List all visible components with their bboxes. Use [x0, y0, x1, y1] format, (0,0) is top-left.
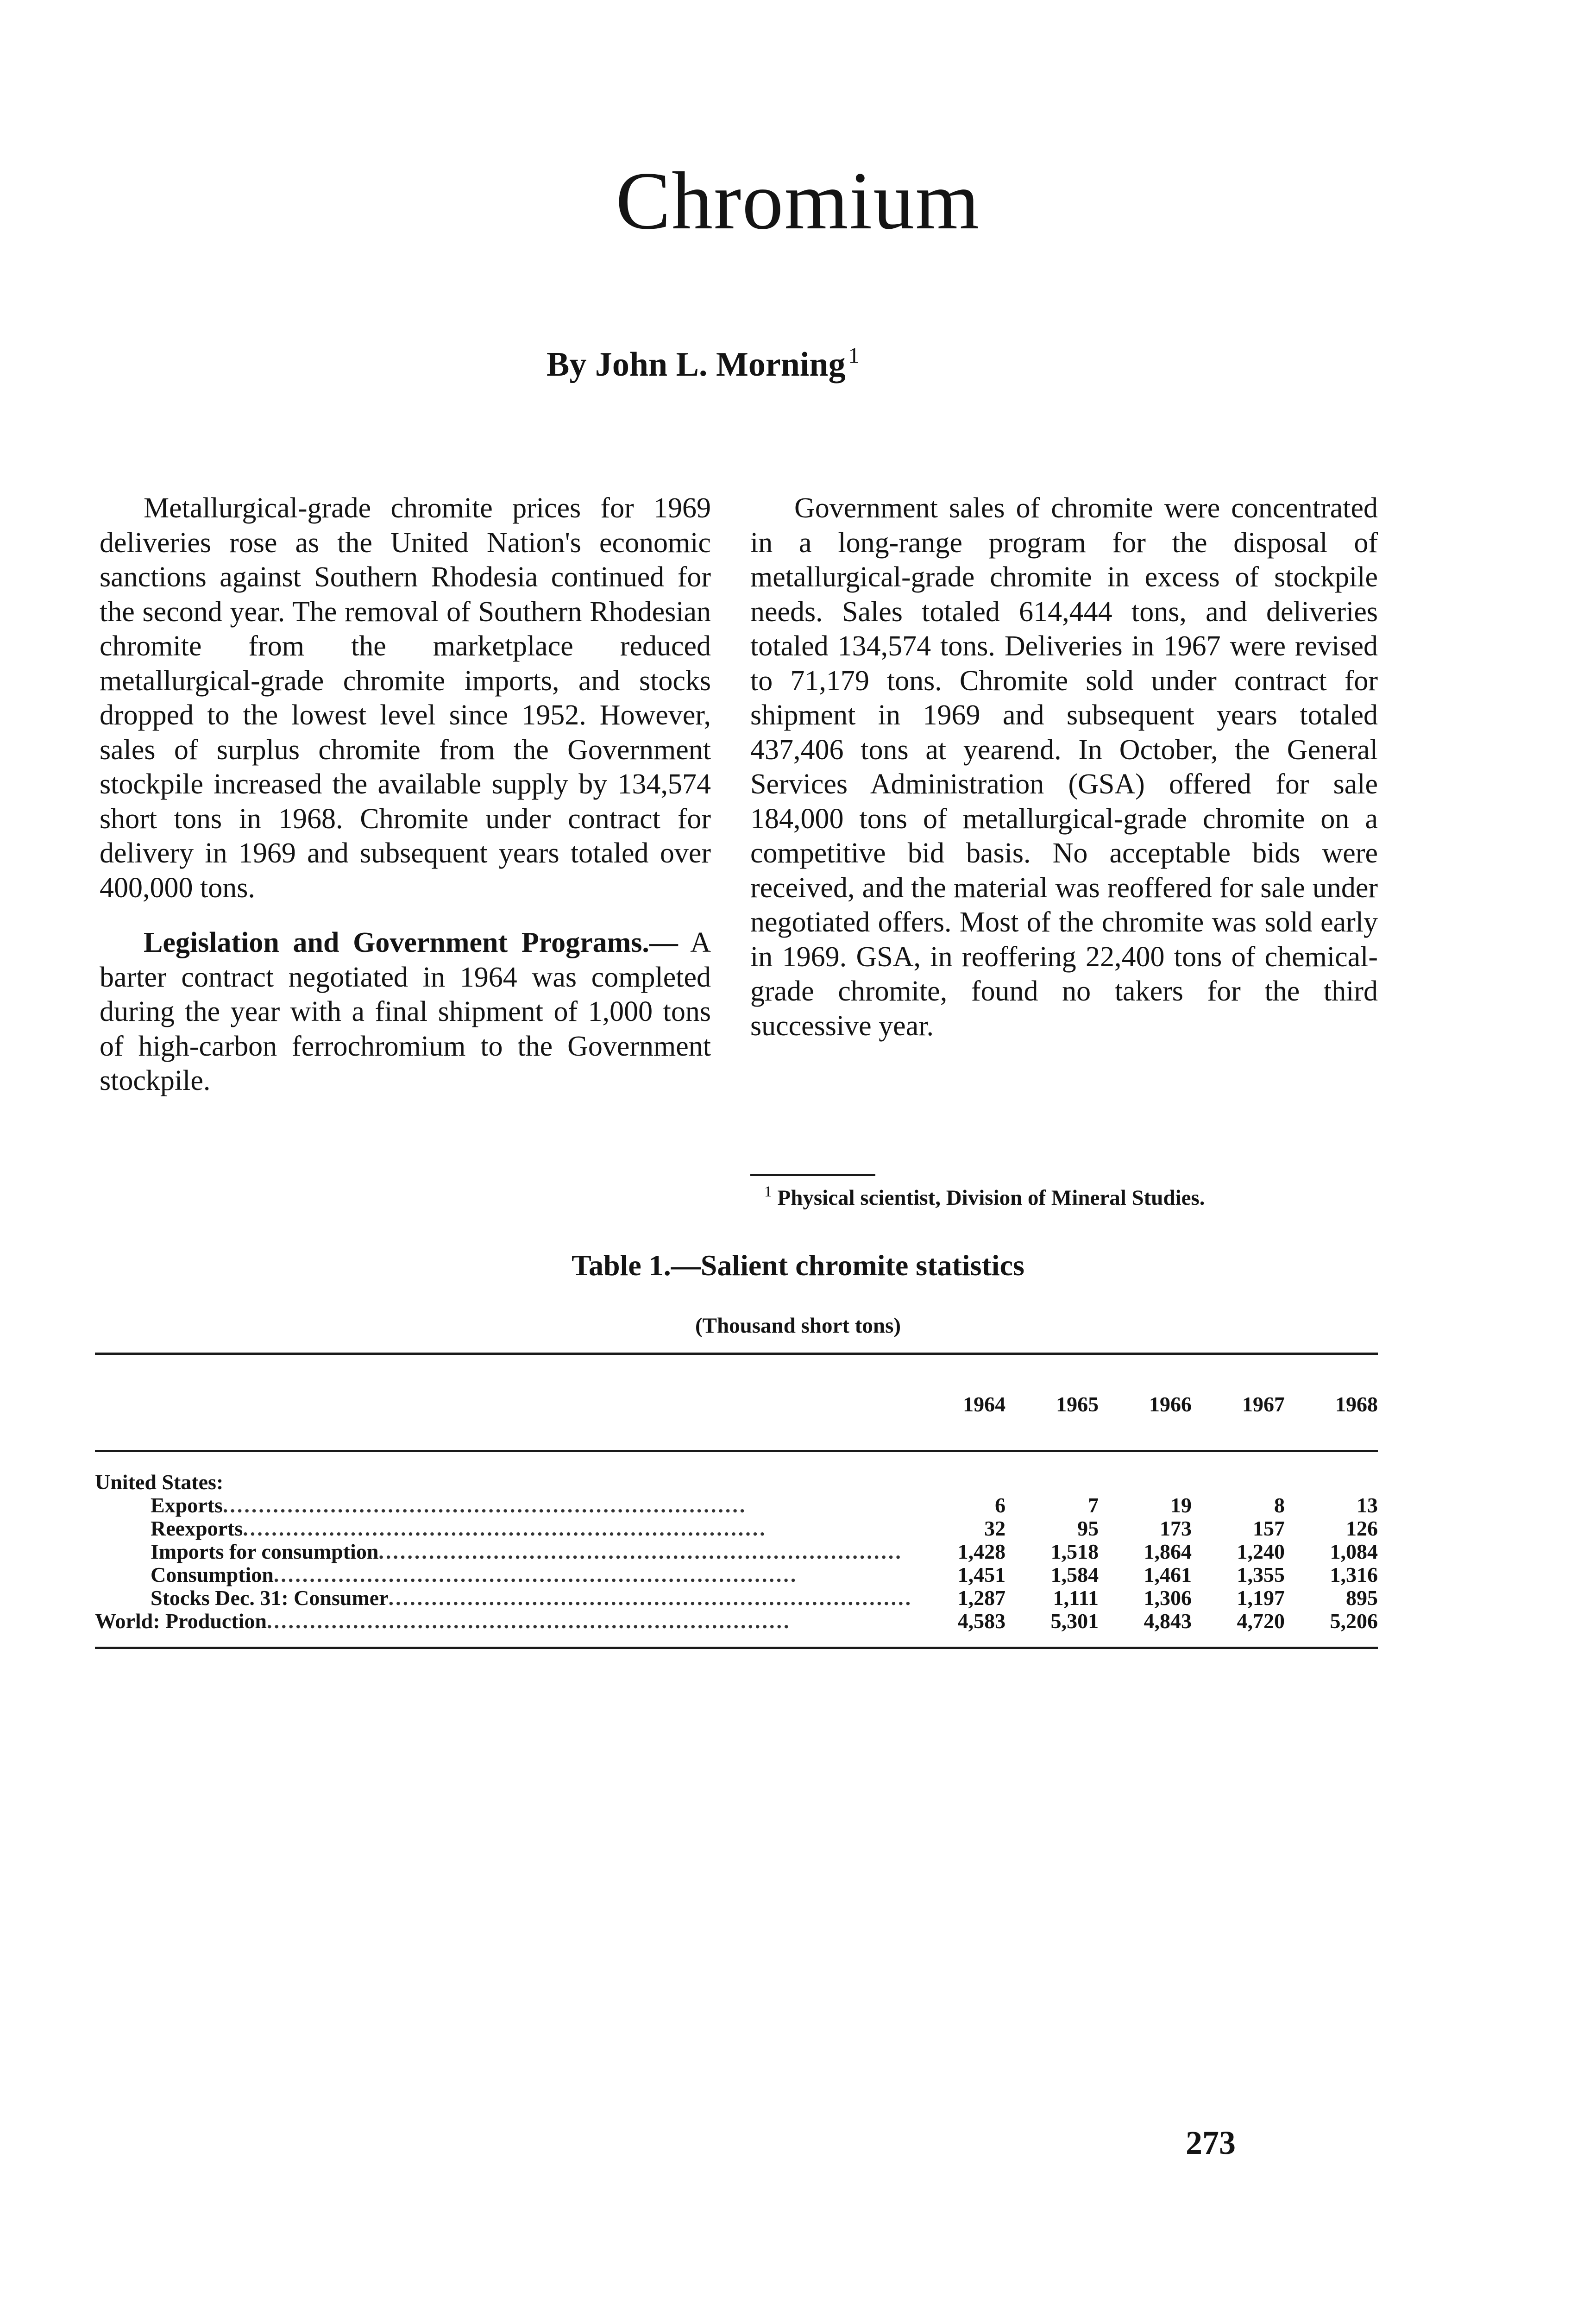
table-cell: 157	[1253, 1517, 1285, 1540]
footnote	[764, 1183, 1205, 1210]
row-label: Consumption.........................................................................	[151, 1563, 798, 1586]
table-row	[95, 1517, 1378, 1540]
column-header: 1968	[1335, 1392, 1378, 1416]
table-cell: 4,843	[1144, 1609, 1192, 1633]
page-number: 273	[1186, 2124, 1236, 2161]
table-cell: 6	[995, 1493, 1006, 1517]
table-cell: 7	[1088, 1493, 1099, 1517]
table-cell: 1,111	[1053, 1586, 1099, 1610]
row-label: Stocks Dec. 31: Consumer.........................................................................	[151, 1586, 913, 1610]
footnote-marker: 1	[848, 343, 860, 368]
table-cell: 1,584	[1050, 1563, 1099, 1586]
table-row	[95, 1610, 1378, 1648]
table-cell: 1,355	[1237, 1563, 1285, 1586]
row-label: Imports for consumption.........................................................................	[151, 1540, 903, 1563]
column-header: 1967	[1242, 1392, 1285, 1416]
table-cell: 1,864	[1144, 1540, 1192, 1563]
section-heading: Legislation and Government Programs.—	[144, 927, 678, 958]
table-cell: 1,461	[1144, 1563, 1192, 1586]
salient-statistics-table	[95, 1353, 1378, 1649]
legislation-paragraph	[100, 925, 711, 1098]
table-cell: 19	[1170, 1493, 1192, 1517]
row-label: World: Production.........................................................................	[95, 1610, 791, 1633]
table-header-row	[95, 1354, 1378, 1451]
table-cell: 895	[1346, 1586, 1378, 1610]
government-sales-paragraph: Government sales of chromite were concentrated in a long-range program for the disposal of metallurgical-grade chromite in excess of stockpile needs. Sales totaled 614,444 tons, and deliveries totaled 134,574 tons. Deliveries in 1967 were revised to 71,179 tons. Chromite sold under contract for shipment in 1969 and subsequent years totaled 437,406 tons at yearend. In October, the General Services Administration (GSA) offered for sale 184,000 tons of metallurgical-grade chromite on a competitive bid basis. No acceptable bids were received, and the material was reoffered for sale under negotiated offers. Most of the chromite was sold early in 1969. GSA, in reoffering 22,400 tons of chemical-grade chromite, found no takers for the third successive year.	[750, 492, 1378, 1042]
row-label: Reexports.........................................................................	[151, 1517, 767, 1540]
table-cell: 13	[1357, 1493, 1378, 1517]
table-group-row	[95, 1451, 1378, 1494]
table-row	[95, 1494, 1378, 1517]
table-row	[95, 1586, 1378, 1610]
right-column	[750, 491, 1378, 1043]
table-cell: 173	[1160, 1517, 1192, 1540]
footnote-number: 1	[764, 1183, 772, 1200]
table-cell: 5,206	[1330, 1609, 1378, 1633]
table-row	[95, 1563, 1378, 1586]
table-subtitle: (Thousand short tons)	[695, 1314, 901, 1338]
table-row	[95, 1540, 1378, 1563]
table-cell: 1,316	[1330, 1563, 1378, 1586]
table-cell: 1,428	[957, 1540, 1006, 1563]
table-cell: 1,518	[1050, 1540, 1099, 1563]
column-header: 1965	[1056, 1392, 1099, 1416]
column-header: 1966	[1149, 1392, 1192, 1416]
table-cell: 95	[1077, 1517, 1099, 1540]
author-name: By John L. Morning	[547, 346, 846, 384]
table-cell: 1,451	[957, 1563, 1006, 1586]
table-cell: 8	[1274, 1493, 1285, 1517]
table-cell: 1,306	[1144, 1586, 1192, 1610]
row-label: Exports.........................................................................	[151, 1494, 747, 1517]
intro-paragraph: Metallurgical-grade chromite prices for 1969 deliveries rose as the United Nation's economic sanctions against Southern Rhodesia continued for the second year. The removal of Southern Rhodesian chromite from the marketplace reduced metallurgical-grade chromite imports, and stocks dropped to the lowest level since 1952. However, sales of surplus chromite from the Government stockpile increased the available supply by 134,574 short tons in 1968. Chromite under contract for delivery in 1969 and subsequent years totaled over 400,000 tons.	[100, 492, 711, 904]
footnote-text: Physical scientist, Division of Mineral Studies.	[777, 1186, 1205, 1210]
table-title: Table 1.—Salient chromite statistics	[572, 1249, 1024, 1282]
column-header: 1964	[963, 1392, 1006, 1416]
table-cell: 5,301	[1050, 1609, 1099, 1633]
table-cell: 126	[1346, 1517, 1378, 1540]
footnote-divider	[750, 1174, 875, 1176]
group-label: United States:	[95, 1470, 224, 1494]
page-title: Chromium	[616, 155, 980, 246]
table-cell: 4,720	[1237, 1609, 1285, 1633]
table-cell: 4,583	[957, 1609, 1006, 1633]
table-cell: 1,084	[1330, 1540, 1378, 1563]
byline	[547, 343, 860, 384]
stub-header	[95, 1354, 912, 1451]
table-cell: 32	[984, 1517, 1006, 1540]
left-column	[100, 491, 711, 1098]
table-cell: 1,240	[1237, 1540, 1285, 1563]
legislation-text: A barter contract negotiated in 1964 was completed during the year with a final shipment of 1,000 tons of high-carbon ferrochromium to the Government stockpile.	[100, 927, 711, 1096]
table-cell: 1,287	[957, 1586, 1006, 1610]
table-cell: 1,197	[1237, 1586, 1285, 1610]
